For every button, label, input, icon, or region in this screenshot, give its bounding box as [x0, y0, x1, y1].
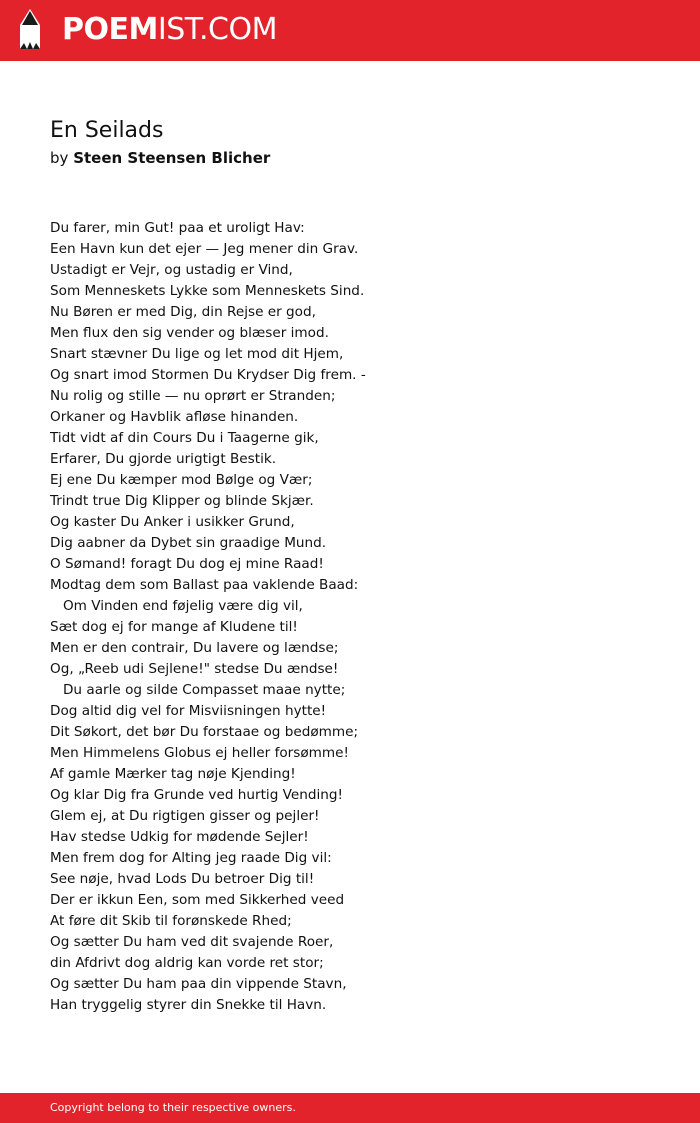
byline-prefix: by: [50, 149, 69, 167]
poem-line: Han tryggelig styrer din Snekke til Havn.: [50, 997, 327, 1013]
poem-header: [50, 115, 650, 169]
poem-line: Men flux den sig vender og blæser imod.: [50, 325, 329, 341]
poem-line: Glem ej, at Du rigtigen gisser og pejler!: [50, 808, 320, 824]
poem-line: Om Vinden end føjelig være dig vil,: [50, 598, 303, 614]
byline: [50, 147, 650, 169]
poem-line: Modtag dem som Ballast paa vaklende Baad:: [50, 577, 359, 593]
poem-line: Tidt vidt af din Cours Du i Taagerne gik,: [50, 430, 319, 446]
poem-line: Og kaster Du Anker i usikker Grund,: [50, 514, 295, 530]
poem-line: Som Menneskets Lykke som Menneskets Sind.: [50, 283, 365, 299]
poem-line: Ustadigt er Vejr, og ustadig er Vind,: [50, 262, 293, 278]
poem-line: Og, „Reeb udi Sejlene!" stedse Du ændse!: [50, 661, 339, 677]
site-header: [0, 0, 700, 61]
copyright-text: Copyright belong to their respective owners.: [50, 1101, 296, 1114]
poem-line: Trindt true Dig Klipper og blinde Skjær.: [50, 493, 314, 509]
logo-text-light: IST.COM: [157, 12, 277, 47]
poem-line: Snart stævner Du lige og let mod dit Hjem,: [50, 346, 344, 362]
poem-line: Dig aabner da Dybet sin graadige Mund.: [50, 535, 327, 551]
site-footer: [0, 1093, 700, 1123]
poem-line: Dog altid dig vel for Misviisningen hytte!: [50, 703, 327, 719]
poem-title: En Seilads: [50, 118, 164, 143]
poem-line: See nøje, hvad Lods Du betroer Dig til!: [50, 871, 315, 887]
poem-line: Og klar Dig fra Grunde ved hurtig Vending!: [50, 787, 343, 803]
poem-line: Du aarle og silde Compasset maae nytte;: [50, 682, 346, 698]
poem-line: Erfarer, Du gjorde urigtigt Bestik.: [50, 451, 277, 467]
poem-line: Du farer, min Gut! paa et uroligt Hav:: [50, 220, 305, 236]
poem-line: Og sætter Du ham paa din vippende Stavn,: [50, 976, 347, 992]
poem-line: Dit Søkort, det bør Du forstaae og bedømme;: [50, 724, 359, 740]
poem-line: din Afdrivt dog aldrig kan vorde ret stor;: [50, 955, 324, 971]
poem-line: At føre dit Skib til forønskede Rhed;: [50, 913, 292, 929]
poem-body: [50, 218, 650, 1016]
poem-line: O Sømand! foragt Du dog ej mine Raad!: [50, 556, 324, 572]
poem-line: Ej ene Du kæmper mod Bølge og Vær;: [50, 472, 313, 488]
poem-line: Nu rolig og stille — nu oprørt er Stranden;: [50, 388, 336, 404]
poem-line: Der er ikkun Een, som med Sikkerhed veed: [50, 892, 345, 908]
poem-line: Og sætter Du ham ved dit svajende Roer,: [50, 934, 334, 950]
poem-line: Og snart imod Stormen Du Krydser Dig frem. -: [50, 367, 366, 383]
poem-line: Men Himmelens Globus ej heller forsømme!: [50, 745, 349, 761]
poem-line: Orkaner og Havblik afløse hinanden.: [50, 409, 299, 425]
poem-line: Hav stedse Udkig for mødende Sejler!: [50, 829, 309, 845]
poem-line: Af gamle Mærker tag nøje Kjending!: [50, 766, 296, 782]
poem-line: Nu Børen er med Dig, din Rejse er god,: [50, 304, 316, 320]
logo-text-bold: POEM: [62, 12, 158, 47]
poem-line: Men frem dog for Alting jeg raade Dig vil:: [50, 850, 332, 866]
site-logo[interactable]: [62, 12, 277, 48]
author-name: Steen Steensen Blicher: [73, 149, 271, 167]
pen-nib-icon[interactable]: [18, 9, 42, 51]
poem-line: Een Havn kun det ejer — Jeg mener din Grav.: [50, 241, 359, 257]
poem-line: Men er den contrair, Du lavere og lændse;: [50, 640, 339, 656]
poem-line: Sæt dog ej for mange af Kludene til!: [50, 619, 298, 635]
